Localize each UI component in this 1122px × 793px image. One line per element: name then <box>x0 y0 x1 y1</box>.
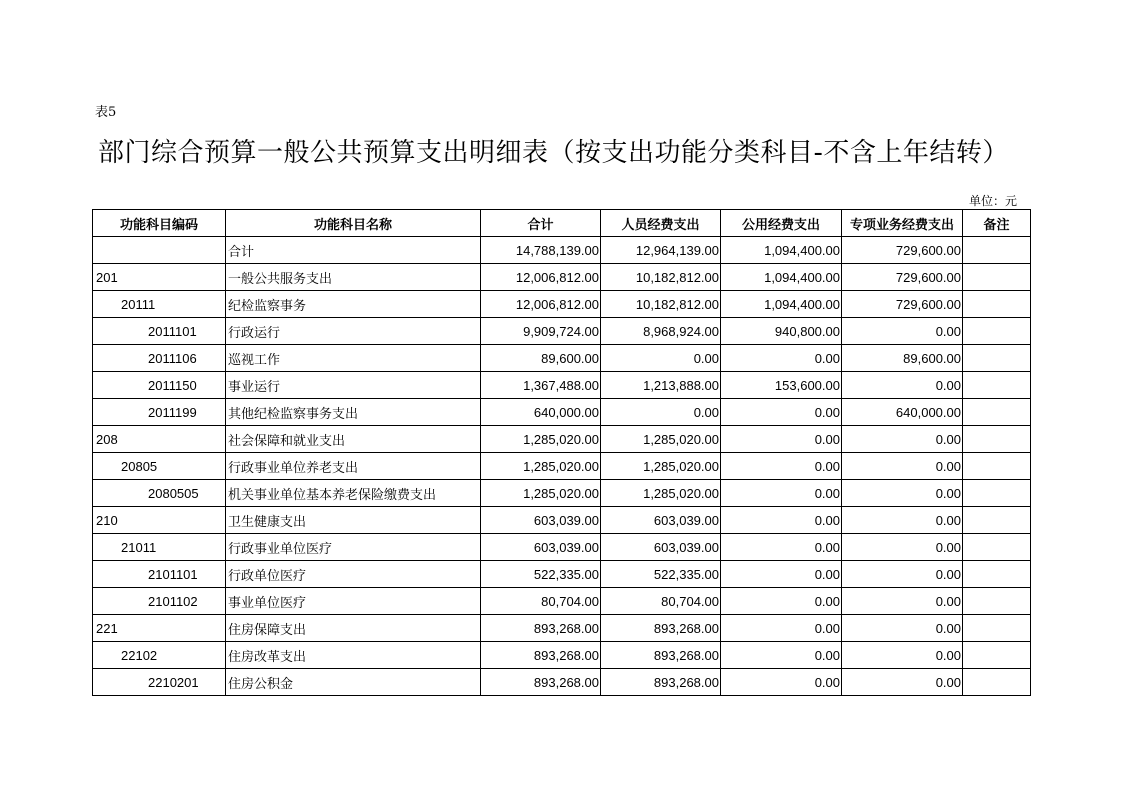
cell-name: 行政事业单位医疗 <box>226 534 481 561</box>
table-row <box>93 588 1031 615</box>
cell-code: 208 <box>93 426 226 453</box>
cell-personnel: 1,285,020.00 <box>601 453 721 480</box>
cell-total: 9,909,724.00 <box>481 318 601 345</box>
table-row <box>93 480 1031 507</box>
cell-remark <box>963 642 1031 669</box>
cell-special: 0.00 <box>842 534 963 561</box>
cell-total: 1,285,020.00 <box>481 453 601 480</box>
cell-personnel: 8,968,924.00 <box>601 318 721 345</box>
cell-public: 940,800.00 <box>721 318 842 345</box>
column-header-personnel: 人员经费支出 <box>601 210 721 237</box>
cell-special: 0.00 <box>842 561 963 588</box>
cell-code: 2011199 <box>93 399 226 426</box>
cell-personnel: 0.00 <box>601 399 721 426</box>
cell-personnel: 522,335.00 <box>601 561 721 588</box>
table-row <box>93 399 1031 426</box>
cell-remark <box>963 588 1031 615</box>
cell-code: 2080505 <box>93 480 226 507</box>
table-number-label: 表5 <box>95 105 117 120</box>
column-header-remark: 备注 <box>963 210 1031 237</box>
cell-personnel: 0.00 <box>601 345 721 372</box>
cell-name: 一般公共服务支出 <box>226 264 481 291</box>
cell-total: 12,006,812.00 <box>481 291 601 318</box>
cell-name: 行政事业单位养老支出 <box>226 453 481 480</box>
column-header-public: 公用经费支出 <box>721 210 842 237</box>
cell-personnel: 1,285,020.00 <box>601 480 721 507</box>
table-body <box>93 237 1031 696</box>
cell-public: 0.00 <box>721 480 842 507</box>
cell-public: 0.00 <box>721 588 842 615</box>
cell-total: 12,006,812.00 <box>481 264 601 291</box>
cell-personnel: 603,039.00 <box>601 507 721 534</box>
cell-code: 2101102 <box>93 588 226 615</box>
cell-special: 729,600.00 <box>842 291 963 318</box>
cell-remark <box>963 534 1031 561</box>
column-header-total: 合计 <box>481 210 601 237</box>
table-row <box>93 372 1031 399</box>
cell-public: 0.00 <box>721 453 842 480</box>
cell-total: 893,268.00 <box>481 669 601 696</box>
cell-name: 行政运行 <box>226 318 481 345</box>
cell-name: 事业运行 <box>226 372 481 399</box>
column-header-code: 功能科目编码 <box>93 210 226 237</box>
cell-name: 卫生健康支出 <box>226 507 481 534</box>
cell-name: 社会保障和就业支出 <box>226 426 481 453</box>
page-title: 部门综合预算一般公共预算支出明细表（按支出功能分类科目-不含上年结转） <box>98 138 1009 168</box>
cell-special: 0.00 <box>842 453 963 480</box>
table-header <box>93 210 1031 237</box>
table-row <box>93 534 1031 561</box>
cell-public: 0.00 <box>721 534 842 561</box>
cell-special: 0.00 <box>842 507 963 534</box>
budget-table <box>92 209 1031 696</box>
table-row <box>93 426 1031 453</box>
table-row <box>93 264 1031 291</box>
cell-public: 0.00 <box>721 615 842 642</box>
cell-remark <box>963 453 1031 480</box>
table-row <box>93 318 1031 345</box>
cell-personnel: 10,182,812.00 <box>601 291 721 318</box>
table-row <box>93 291 1031 318</box>
cell-special: 0.00 <box>842 588 963 615</box>
cell-public: 153,600.00 <box>721 372 842 399</box>
cell-code: 2101101 <box>93 561 226 588</box>
cell-special: 0.00 <box>842 480 963 507</box>
cell-total: 14,788,139.00 <box>481 237 601 264</box>
cell-code: 221 <box>93 615 226 642</box>
cell-public: 0.00 <box>721 561 842 588</box>
cell-public: 0.00 <box>721 669 842 696</box>
cell-name: 合计 <box>226 237 481 264</box>
column-header-name: 功能科目名称 <box>226 210 481 237</box>
table-row <box>93 615 1031 642</box>
cell-code: 22102 <box>93 642 226 669</box>
cell-special: 729,600.00 <box>842 237 963 264</box>
unit-note: 单位：元 <box>968 194 1017 208</box>
cell-remark <box>963 372 1031 399</box>
cell-remark <box>963 480 1031 507</box>
cell-name: 住房改革支出 <box>226 642 481 669</box>
cell-code: 20805 <box>93 453 226 480</box>
cell-total: 603,039.00 <box>481 534 601 561</box>
cell-total: 522,335.00 <box>481 561 601 588</box>
cell-special: 0.00 <box>842 426 963 453</box>
cell-special: 0.00 <box>842 615 963 642</box>
cell-code: 2210201 <box>93 669 226 696</box>
cell-total: 603,039.00 <box>481 507 601 534</box>
cell-public: 0.00 <box>721 642 842 669</box>
column-header-special: 专项业务经费支出 <box>842 210 963 237</box>
cell-remark <box>963 507 1031 534</box>
cell-personnel: 1,285,020.00 <box>601 426 721 453</box>
cell-code: 2011150 <box>93 372 226 399</box>
cell-code: 21011 <box>93 534 226 561</box>
cell-total: 1,285,020.00 <box>481 480 601 507</box>
cell-total: 893,268.00 <box>481 615 601 642</box>
table-row <box>93 642 1031 669</box>
cell-name: 其他纪检监察事务支出 <box>226 399 481 426</box>
cell-remark <box>963 399 1031 426</box>
cell-remark <box>963 318 1031 345</box>
cell-public: 0.00 <box>721 345 842 372</box>
cell-public: 0.00 <box>721 399 842 426</box>
cell-personnel: 893,268.00 <box>601 669 721 696</box>
table-row <box>93 453 1031 480</box>
cell-remark <box>963 669 1031 696</box>
cell-name: 事业单位医疗 <box>226 588 481 615</box>
cell-remark <box>963 426 1031 453</box>
table-row <box>93 669 1031 696</box>
cell-personnel: 10,182,812.00 <box>601 264 721 291</box>
cell-remark <box>963 615 1031 642</box>
cell-personnel: 80,704.00 <box>601 588 721 615</box>
cell-remark <box>963 345 1031 372</box>
cell-remark <box>963 561 1031 588</box>
cell-name: 巡视工作 <box>226 345 481 372</box>
table-row <box>93 507 1031 534</box>
cell-total: 89,600.00 <box>481 345 601 372</box>
cell-special: 89,600.00 <box>842 345 963 372</box>
cell-personnel: 603,039.00 <box>601 534 721 561</box>
cell-special: 0.00 <box>842 372 963 399</box>
cell-code: 2011106 <box>93 345 226 372</box>
table-row <box>93 345 1031 372</box>
cell-total: 640,000.00 <box>481 399 601 426</box>
table-row <box>93 561 1031 588</box>
cell-public: 1,094,400.00 <box>721 237 842 264</box>
cell-code: 20111 <box>93 291 226 318</box>
cell-personnel: 1,213,888.00 <box>601 372 721 399</box>
cell-public: 0.00 <box>721 507 842 534</box>
cell-special: 729,600.00 <box>842 264 963 291</box>
cell-total: 80,704.00 <box>481 588 601 615</box>
cell-personnel: 893,268.00 <box>601 615 721 642</box>
cell-remark <box>963 291 1031 318</box>
cell-name: 行政单位医疗 <box>226 561 481 588</box>
cell-personnel: 893,268.00 <box>601 642 721 669</box>
cell-special: 0.00 <box>842 669 963 696</box>
cell-special: 0.00 <box>842 642 963 669</box>
cell-remark <box>963 264 1031 291</box>
cell-name: 机关事业单位基本养老保险缴费支出 <box>226 480 481 507</box>
cell-code: 201 <box>93 264 226 291</box>
cell-remark <box>963 237 1031 264</box>
cell-total: 1,367,488.00 <box>481 372 601 399</box>
cell-code <box>93 237 226 264</box>
cell-total: 1,285,020.00 <box>481 426 601 453</box>
cell-special: 640,000.00 <box>842 399 963 426</box>
cell-name: 纪检监察事务 <box>226 291 481 318</box>
cell-special: 0.00 <box>842 318 963 345</box>
cell-public: 1,094,400.00 <box>721 264 842 291</box>
cell-personnel: 12,964,139.00 <box>601 237 721 264</box>
header-row <box>93 210 1031 237</box>
cell-public: 1,094,400.00 <box>721 291 842 318</box>
table-row <box>93 237 1031 264</box>
cell-code: 2011101 <box>93 318 226 345</box>
cell-name: 住房保障支出 <box>226 615 481 642</box>
cell-code: 210 <box>93 507 226 534</box>
cell-name: 住房公积金 <box>226 669 481 696</box>
cell-public: 0.00 <box>721 426 842 453</box>
cell-total: 893,268.00 <box>481 642 601 669</box>
